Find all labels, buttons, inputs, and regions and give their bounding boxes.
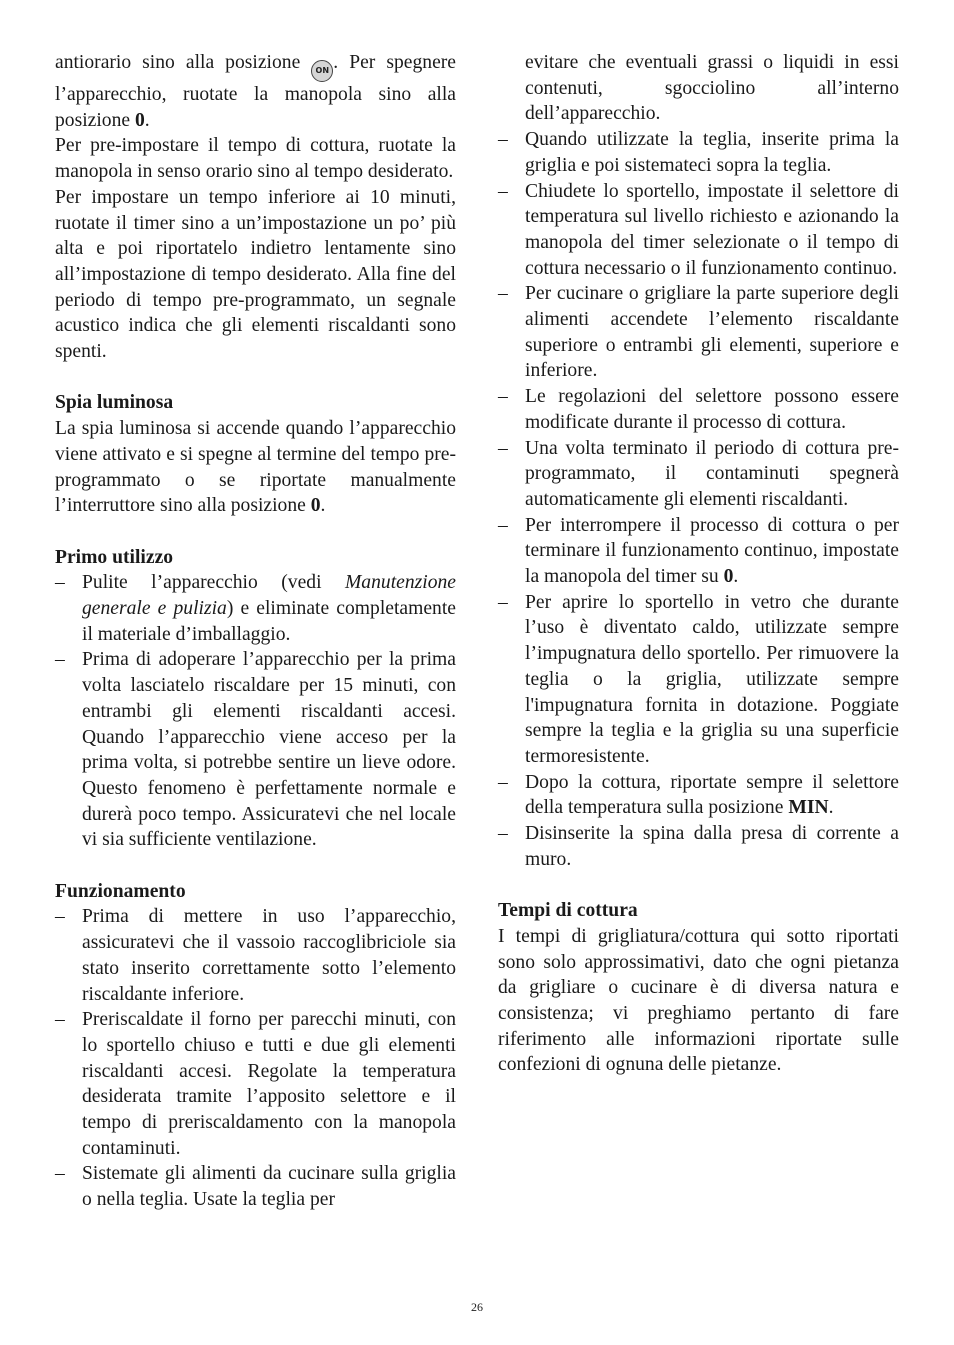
page-number: 26: [471, 1300, 483, 1314]
list-item: – Dopo la cottura, riportate sempre il selettore della temperatura sulla posizione MIN.: [498, 771, 899, 819]
list-funzionamento: [55, 904, 456, 1212]
paragraph-tempi: I tempi di grigliatura/cottura qui sotto riportati sono solo approssimativi, dato che ogni pietanza da grigliare o cucinare è di diversa natura e consistenza; vi preghiamo pertanto di fare riferimento alle informazioni riportate sulle confezioni di ognuna delle pietanze.: [498, 925, 899, 1076]
list-funzionamento-continued: [498, 50, 899, 873]
list-item: – Una volta terminato il periodo di cottura pre-programmato, il contaminuti spegnerà automaticamente gli elementi riscaldanti.: [498, 437, 899, 510]
paragraph-on-position: antiorario sino alla posizione ON . Per spegnere l’apparecchio, ruotate la manopola sino alla posizione 0.: [55, 52, 456, 131]
heading-funzionamento: Funzionamento: [55, 880, 186, 902]
list-item: – Prima di mettere in uso l’apparecchio, assicuratevi che il vassoio raccoglibriciole sia stato inserito correttamente sotto l’elemento riscaldante inferiore.: [55, 906, 456, 1005]
left-column: [55, 50, 456, 1213]
list-item: – Prima di adoperare l’apparecchio per la prima volta lasciatelo riscaldare per 15 minuti, con entrambi gli elementi riscaldanti accesi. Quando l’apparecchio viene acceso per la prima volta, si potrebbe sentire un lieve odore. Questo fenomeno è perfettamente normale e durerà poco tempo. Assicuratevi che nel locale vi sia sufficiente ventilazione.: [55, 649, 456, 851]
list-item: – Per interrompere il processo di cottura o per terminare il funzionamento continuo, impostate la manopola del timer su 0.: [498, 514, 899, 588]
paragraph-short-time: Per impostare un tempo inferiore ai 10 minuti, ruotate il timer sino a un’impostazione un po’ più alta e poi riportatelo indietro lentamente sino all’impostazione di tempo desiderato. Alla fine del periodo di tempo pre-programmato, un segnale acustico indica che gli elementi riscaldanti sono spenti.: [55, 186, 456, 363]
list-item: – Quando utilizzate la teglia, inserite prima la griglia e poi sistemateci sopra la teglia.: [498, 129, 899, 176]
heading-spia-luminosa: Spia luminosa: [55, 392, 174, 414]
list-item: – Per aprire lo sportello in vetro che durante l’uso è diventato caldo, utilizzate sempre l’impugnatura dello sportello. Per rimuovere la teglia o la griglia, utilizzate sempre l'impugnatura fornita in dotazione. Poggiate sempre la teglia e la griglia su una superficie termoresistente.: [498, 591, 899, 767]
list-item: – Pulite l’apparecchio (vedi Manutenzione generale e pulizia) e eliminate completamente il materiale d’imballaggio.: [55, 572, 456, 645]
heading-tempi-di-cottura: Tempi di cottura: [498, 900, 638, 922]
list-item: – Le regolazioni del selettore possono essere modificate durante il processo di cottura.: [498, 386, 899, 433]
list-primo-utilizzo: [55, 570, 456, 853]
list-item: – Sistemate gli alimenti da cucinare sulla griglia o nella teglia. Usate la teglia per: [55, 1163, 456, 1211]
on-icon: ON: [311, 60, 333, 82]
list-item: – Preriscaldate il forno per parecchi minuti, con lo sportello chiuso e tutti e due gli elementi riscaldanti accesi. Regolate la temperatura desiderata tramite l’apposito selettore e il tempo di preriscaldamento con la manopola contaminuti.: [55, 1009, 456, 1159]
paragraph-preset-time: Per pre-impostare il tempo di cottura, ruotate la manopola in senso orario sino al tempo desiderato.: [55, 135, 456, 183]
heading-primo-utilizzo: Primo utilizzo: [55, 546, 174, 568]
list-item: – Chiudete lo sportello, impostate il selettore di temperatura sul livello richiesto e azionando la manopola del timer selezionate o il tempo di cottura necessario o il funzionamento continuo.: [498, 180, 899, 279]
paragraph-spia: La spia luminosa si accende quando l’apparecchio viene attivato e si spegne al termine del tempo pre-programmato o se riportate manualmente l’interruttore sino alla posizione 0.: [55, 418, 456, 517]
list-item-continued: evitare che eventuali grassi o liquidi in essi contenuti, sgocciolino all’interno dell’apparecchio.: [525, 52, 899, 125]
list-item: – Disinserite la spina dalla presa di corrente a muro.: [498, 823, 899, 870]
right-column: [498, 50, 899, 1078]
list-item: – Per cucinare o grigliare la parte superiore degli alimenti accendete l’elemento riscaldante superiore o entrambi gli elementi, superiore e inferiore.: [498, 283, 899, 382]
